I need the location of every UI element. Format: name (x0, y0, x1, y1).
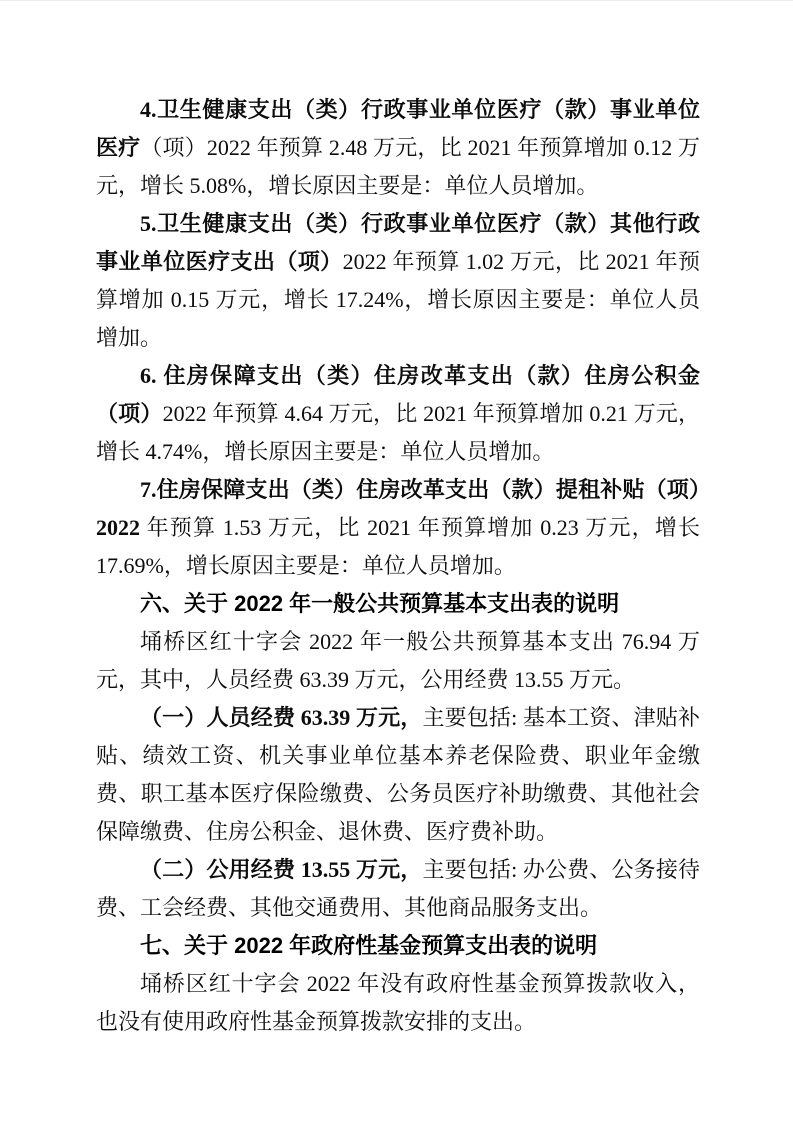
para-item-7-lead: 7.住房保障支出（类）住房改革支出（款）提租补贴（项）2022 (96, 477, 700, 540)
section-heading-6-text: 六、关于 2022 年一般公共预算基本支出表的说明 (140, 591, 620, 616)
para-section-6-intro (96, 623, 700, 699)
para-public-funds-lead: （二）公用经费 13.55 万元， (140, 857, 423, 882)
para-personnel-funds-body: 主要包括: 基本工资、津贴补贴、绩效工资、机关事业单位基本养老保险费、职业年金缴费、职工基本医疗保险缴费、公务员医疗补助缴费、其他社会保障缴费、住房公积金、退休费、医疗费补助。 (96, 705, 700, 844)
para-item-4 (96, 91, 700, 205)
para-item-4-lead: 4.卫生健康支出（类）行政事业单位医疗（款）事业单位医疗 (96, 97, 700, 160)
para-item-7-body: 年预算 1.53 万元，比 2021 年预算增加 0.23 万元，增长 17.69%，增长原因主要是：单位人员增加。 (96, 515, 700, 578)
para-item-5-body: 2022 年预算 1.02 万元，比 2021 年预算增加 0.15 万元，增长 17.24%，增长原因主要是：单位人员增加。 (96, 249, 700, 350)
para-section-7-body (96, 965, 700, 1041)
para-item-7 (96, 471, 700, 585)
para-personnel-funds (96, 699, 700, 851)
para-personnel-funds-lead: （一）人员经费 63.39 万元， (140, 705, 423, 730)
section-heading-6 (96, 585, 700, 623)
para-item-6-body: 2022 年预算 4.64 万元，比 2021 年预算增加 0.21 万元，增长 4.74%，增长原因主要是：单位人员增加。 (96, 401, 700, 464)
para-public-funds-body: 主要包括: 办公费、公务接待费、工会经费、其他交通费用、其他商品服务支出。 (96, 857, 700, 920)
section-heading-7 (96, 927, 700, 965)
para-item-4-body: （项）2022 年预算 2.48 万元，比 2021 年预算增加 0.12 万元，增长 5.08%，增长原因主要是：单位人员增加。 (96, 135, 700, 198)
para-section-6-intro-text: 埇桥区红十字会 2022 年一般公共预算基本支出 76.94 万元，其中，人员经费 63.39 万元，公用经费 13.55 万元。 (96, 629, 700, 692)
para-public-funds (96, 851, 700, 927)
section-heading-7-text: 七、关于 2022 年政府性基金预算支出表的说明 (140, 933, 598, 958)
para-item-6 (96, 357, 700, 471)
para-item-5-lead: 5.卫生健康支出（类）行政事业单位医疗（款）其他行政事业单位医疗支出（项） (96, 211, 700, 274)
para-section-7-body-text: 埇桥区红十字会 2022 年没有政府性基金预算拨款收入，也没有使用政府性基金预算拨款安排的支出。 (96, 971, 700, 1034)
para-item-6-lead: 6. 住房保障支出（类）住房改革支出（款）住房公积金（项） (96, 363, 700, 426)
document-text-block (96, 91, 700, 1041)
para-item-5 (96, 205, 700, 357)
